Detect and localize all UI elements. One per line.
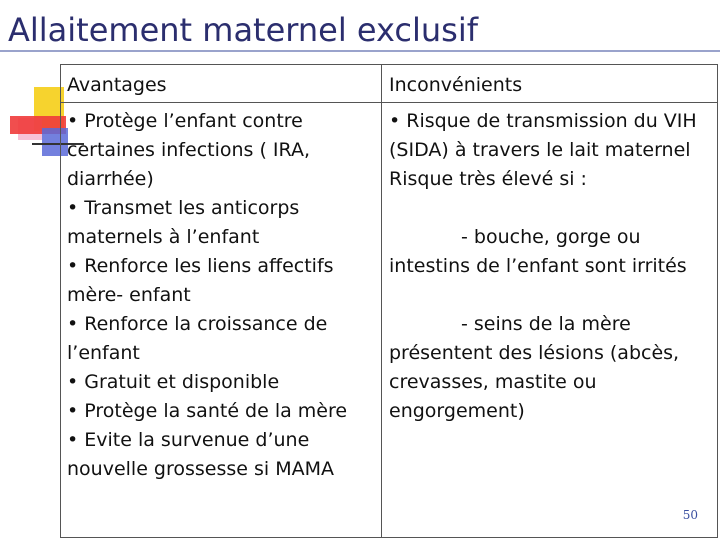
- list-item: • Protège l’enfant contre certaines infections ( IRA, diarrhée): [67, 110, 310, 190]
- list-item: • Evite la survenue d’une nouvelle grossesse si MAMA: [67, 429, 335, 480]
- list-item: • Gratuit et disponible: [67, 371, 280, 393]
- condition-lead: - seins de la mère: [461, 313, 631, 335]
- list-item: • Renforce les liens affectifs mère- enfant: [67, 255, 334, 306]
- advantages-list: [67, 107, 373, 484]
- column-divider: [381, 65, 382, 537]
- condition-text: intestins de l’enfant sont irrités: [389, 255, 687, 277]
- header-disadvantages: Inconvénients: [389, 74, 523, 96]
- condition-lead: - bouche, gorge ou: [461, 226, 641, 248]
- list-item: • Transmet les anticorps maternels à l’enfant: [67, 197, 300, 248]
- title-underline: [0, 50, 720, 52]
- condition-text: présentent des lésions (abcès, crevasses, mastite ou engorgement): [389, 342, 680, 422]
- disadvantages-list: [389, 107, 711, 426]
- page-number: 50: [682, 508, 698, 522]
- header-advantages: Avantages: [67, 74, 167, 96]
- risk-intro: Risque très élevé si :: [389, 168, 587, 190]
- slide-title: Allaitement maternel exclusif: [8, 11, 478, 49]
- list-item: • Protège la santé de la mère: [67, 400, 348, 422]
- list-item: • Risque de transmission du VIH (SIDA) à travers le lait maternel: [389, 110, 697, 161]
- list-item: • Renforce la croissance de l’enfant: [67, 313, 328, 364]
- header-divider: [61, 102, 717, 103]
- pros-cons-table: [60, 64, 718, 538]
